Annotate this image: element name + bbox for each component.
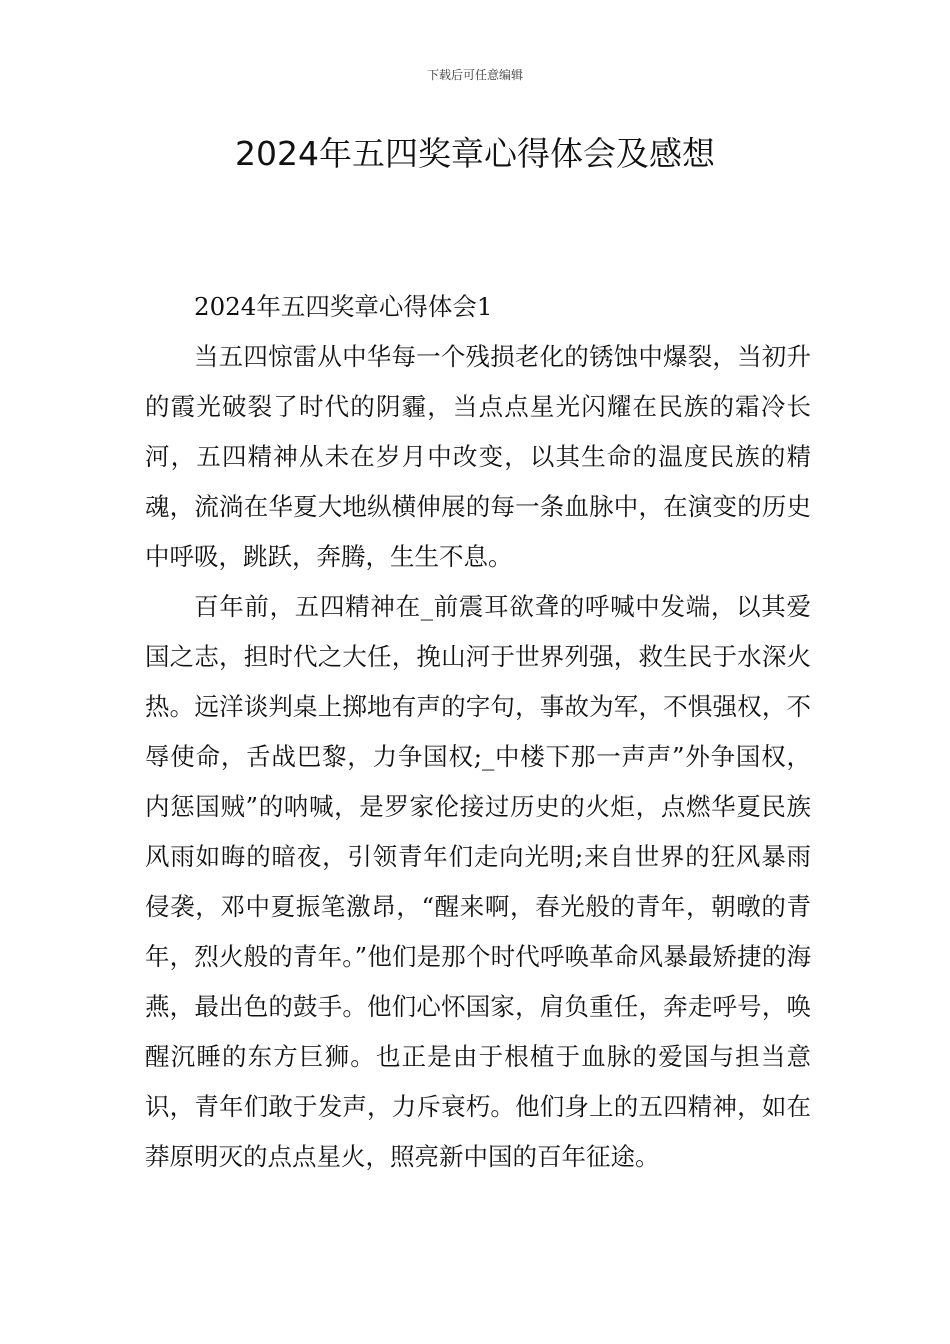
paragraph-1: 当五四惊雷从中华每一个残损老化的锈蚀中爆裂，当初升的霞光破裂了时代的阴霾，当点点星光闪耀在民族的霜冷长河，五四精神从未在岁月中改变，以其生命的温度民族的精魂，流淌在华夏大地纵横伸展的每一条血脉中，在演变的历史中呼吸，跳跃，奔腾，生生不息。 [145,342,811,571]
paragraph-2: 百年前，五四精神在_前震耳欲聋的呼喊中发端，以其爱国之志，担时代之大任，挽山河于世界列强，救生民于水深火热。远洋谈判桌上掷地有声的字句，事故为军，不惧强权，不辱使命，舌战巴黎，力争国权;_中楼下那一声声”外争国权，内惩国贼”的呐喊，是罗家伦接过历史的火炬，点燃华夏民族风雨如晦的暗夜，引领青年们走向光明;来自世界的狂风暴雨侵袭，邓中夏振笔激昂，“醒来啊，春光般的青年，朝暾的青年，烈火般的青年。”他们是那个时代呼唤革命风暴最矫捷的海燕，最出色的鼓手。他们心怀国家，肩负重任，奔走呼号，唤醒沉睡的东方巨狮。也正是由于根植于血脉的爱国与担当意识，青年们敢于发声，力斥衰朽。他们身上的五四精神，如在莽原明灭的点点星火，照亮新中国的百年征途。 [145,592,811,1171]
document-body [145,282,811,1182]
section-heading: 2024年五四奖章心得体会1 [194,292,493,321]
document-title: 2024年五四奖章心得体会及感想 [235,134,715,173]
page-header-note: 下载后可任意编辑 [426,68,523,82]
